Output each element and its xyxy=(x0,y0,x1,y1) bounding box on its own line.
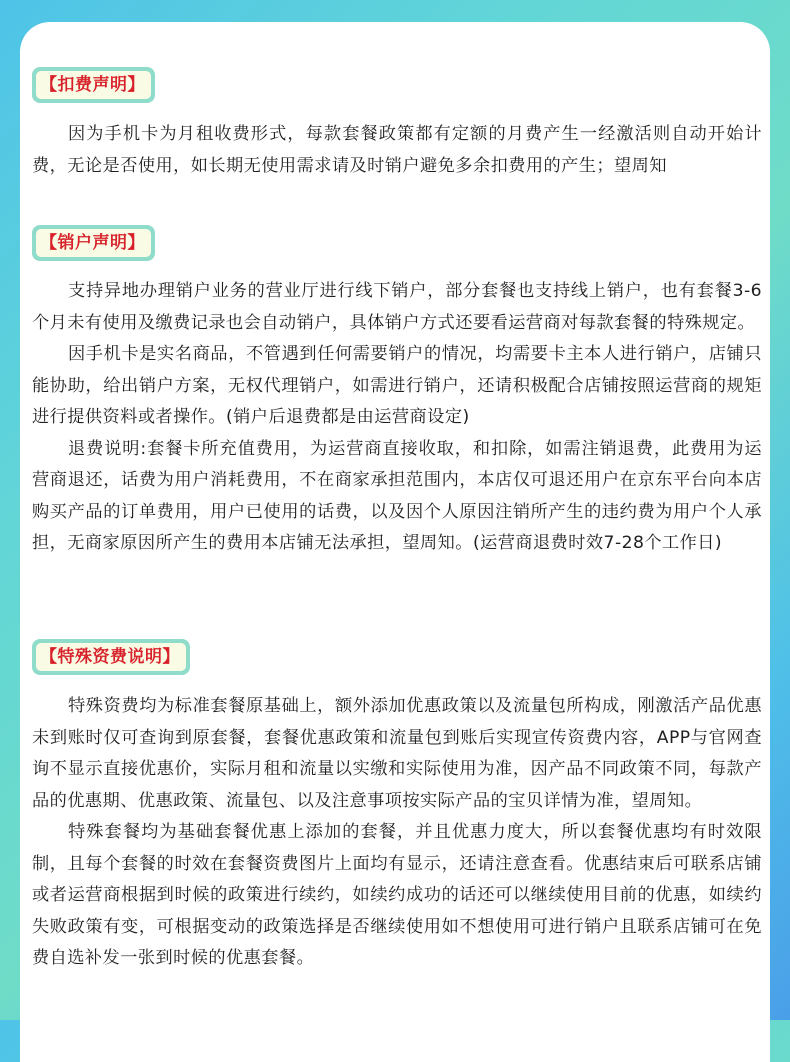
section-heading-tag xyxy=(32,225,155,261)
section-heading-tag xyxy=(32,67,155,103)
section-cancellation xyxy=(32,225,762,560)
section-deduction xyxy=(32,67,762,182)
content-card xyxy=(20,22,770,1062)
paragraph: 因为手机卡为月租收费形式，每款套餐政策都有定额的月费产生一经激活则自动开始计费，无论是否使用，如长期无使用需求请及时销户避免多余扣费用的产生；望周知 xyxy=(32,124,762,176)
paragraph: 因手机卡是实名商品，不管遇到任何需要销户的情况，均需要卡主本人进行销户，店铺只能协助，给出销户方案，无权代理销户，如需进行销户，还请积极配合店铺按照运营商的规矩进行提供资料或者操作。(销户后退费都是由运营商设定) xyxy=(32,344,762,427)
section-heading-tag xyxy=(32,639,190,675)
paragraph: 支持异地办理销户业务的营业厅进行线下销户，部分套餐也支持线上销户，也有套餐3-6个月未有使用及缴费记录也会自动销户，具体销户方式还要看运营商对每款套餐的特殊规定。 xyxy=(32,281,762,333)
paragraph: 特殊套餐均为基础套餐优惠上添加的套餐，并且优惠力度大，所以套餐优惠均有时效限制，且每个套餐的时效在套餐资费图片上面均有显示，还请注意查看。优惠结束后可联系店铺或者运营商根据到时候的政策进行续约，如续约成功的话还可以继续使用目前的优惠，如续约失败政策有变，可根据变动的政策选择是否继续使用如不想使用可进行销户且联系店铺可在免费自选补发一张到时候的优惠套餐。 xyxy=(32,822,762,968)
section-heading: 【特殊资费说明】 xyxy=(36,643,186,671)
section-special-tariff xyxy=(32,639,762,975)
paragraph: 特殊资费均为标准套餐原基础上，额外添加优惠政策以及流量包所构成，刚激活产品优惠未到账时仅可查询到原套餐，套餐优惠政策和流量包到账后实现宣传资费内容，APP与官网查询不显示直接优惠价，实际月租和流量以实缴和实际使用为准，因产品不同政策不同，每款产品的优惠期、优惠政策、流量包、以及注意事项按实际产品的宝贝详情为准，望周知。 xyxy=(32,696,762,811)
paragraph: 退费说明:套餐卡所充值费用，为运营商直接收取，和扣除，如需注销退费，此费用为运营商退还，话费为用户消耗费用，不在商家承担范围内，本店仅可退还用户在京东平台向本店购买产品的订单费用，用户已使用的话费，以及因个人原因注销所产生的违约费为用户个人承担，无商家原因所产生的费用本店铺无法承担，望周知。(运营商退费时效7-28个工作日) xyxy=(32,438,762,553)
section-heading: 【扣费声明】 xyxy=(36,71,151,99)
section-heading: 【销户声明】 xyxy=(36,229,151,257)
